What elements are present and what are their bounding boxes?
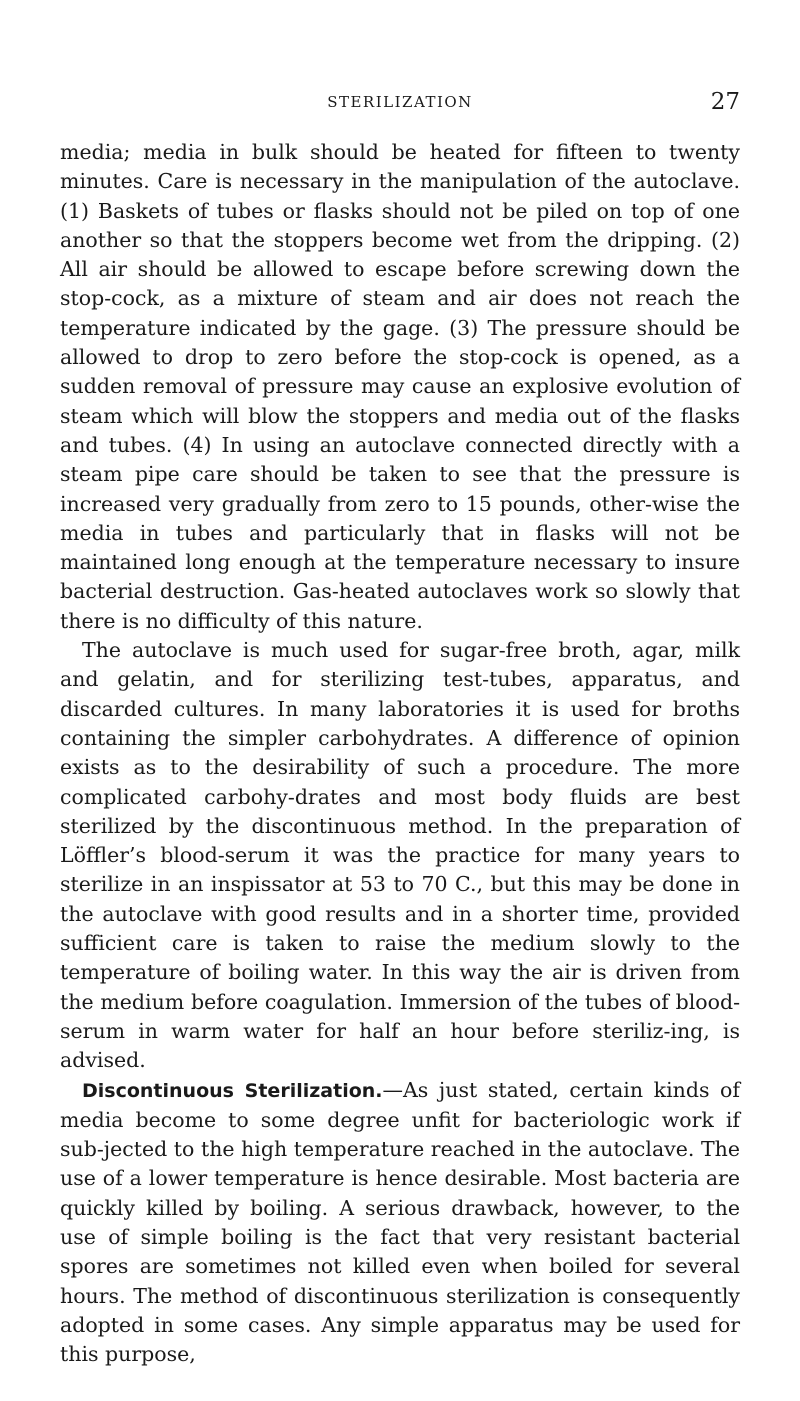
paragraph-continuation: media; media in bulk should be heated for fifteen to twenty minutes. Care is necessary in the manipulation of the autoclave. (1) Baskets of tubes or flasks should not be piled on top of one another so that the stoppers become wet from the dripping. (2) All air should be allowed to escape before screwing down the stop-cock, as a mixture of steam and air does not reach the temperature indicated by the gage. (3) The pressure should be allowed to drop to zero before the stop-cock is opened, as a sudden removal of pressure may cause an explosive evolution of steam which will blow the stoppers and media out of the flasks and tubes. (4) In using an autoclave connected directly with a steam pipe care should be taken to see that the pressure is increased very gradually from zero to 15 pounds, other-wise the media in tubes and particularly that in flasks will not be maintained long enough at the temperature necessary to insure bacterial destruction. Gas-heated autoclaves work so slowly that there is no difficulty of this nature. [60,140,740,633]
paragraph-discontinuous-sterilization [60,1076,740,1370]
body-text [60,138,740,1369]
running-title: STERILIZATION [327,93,473,111]
running-head [60,89,740,119]
section-heading: Discontinuous Sterilization. [82,1079,383,1102]
page-number: 27 [710,89,740,115]
paragraph-autoclave-uses: The autoclave is much used for sugar-free broth, agar, milk and gelatin, and for sterilizing test-tubes, apparatus, and discarded cultures. In many laboratories it is used for broths containing the simpler carbohydrates. A difference of opinion exists as to the desirability of such a procedure. The more complicated carbohy-drates and most body fluids are best sterilized by the discontinuous method. In the preparation of Löffler’s blood-serum it was the practice for many years to sterilize in an inspissator at 53 to 70 C., but this may be done in the autoclave with good results and in a shorter time, provided sufficient care is taken to raise the medium slowly to the temperature of boiling water. In this way the air is driven from the medium before coagulation. Immersion of the tubes of blood-serum in warm water for half an hour before steriliz-ing, is advised. [60,638,740,1073]
paragraph-text: —As just stated, certain kinds of media become to some degree unfit for bacteriologic work if sub-jected to the high temperature reached in the autoclave. The use of a lower temperature is hence desirable. Most bacteria are quickly killed by boiling. A serious drawback, however, to the use of simple boiling is the fact that very resistant bacterial spores are sometimes not killed even when boiled for several hours. The method of discontinuous sterilization is consequently adopted in some cases. Any simple apparatus may be used for this purpose, [60,1077,740,1367]
